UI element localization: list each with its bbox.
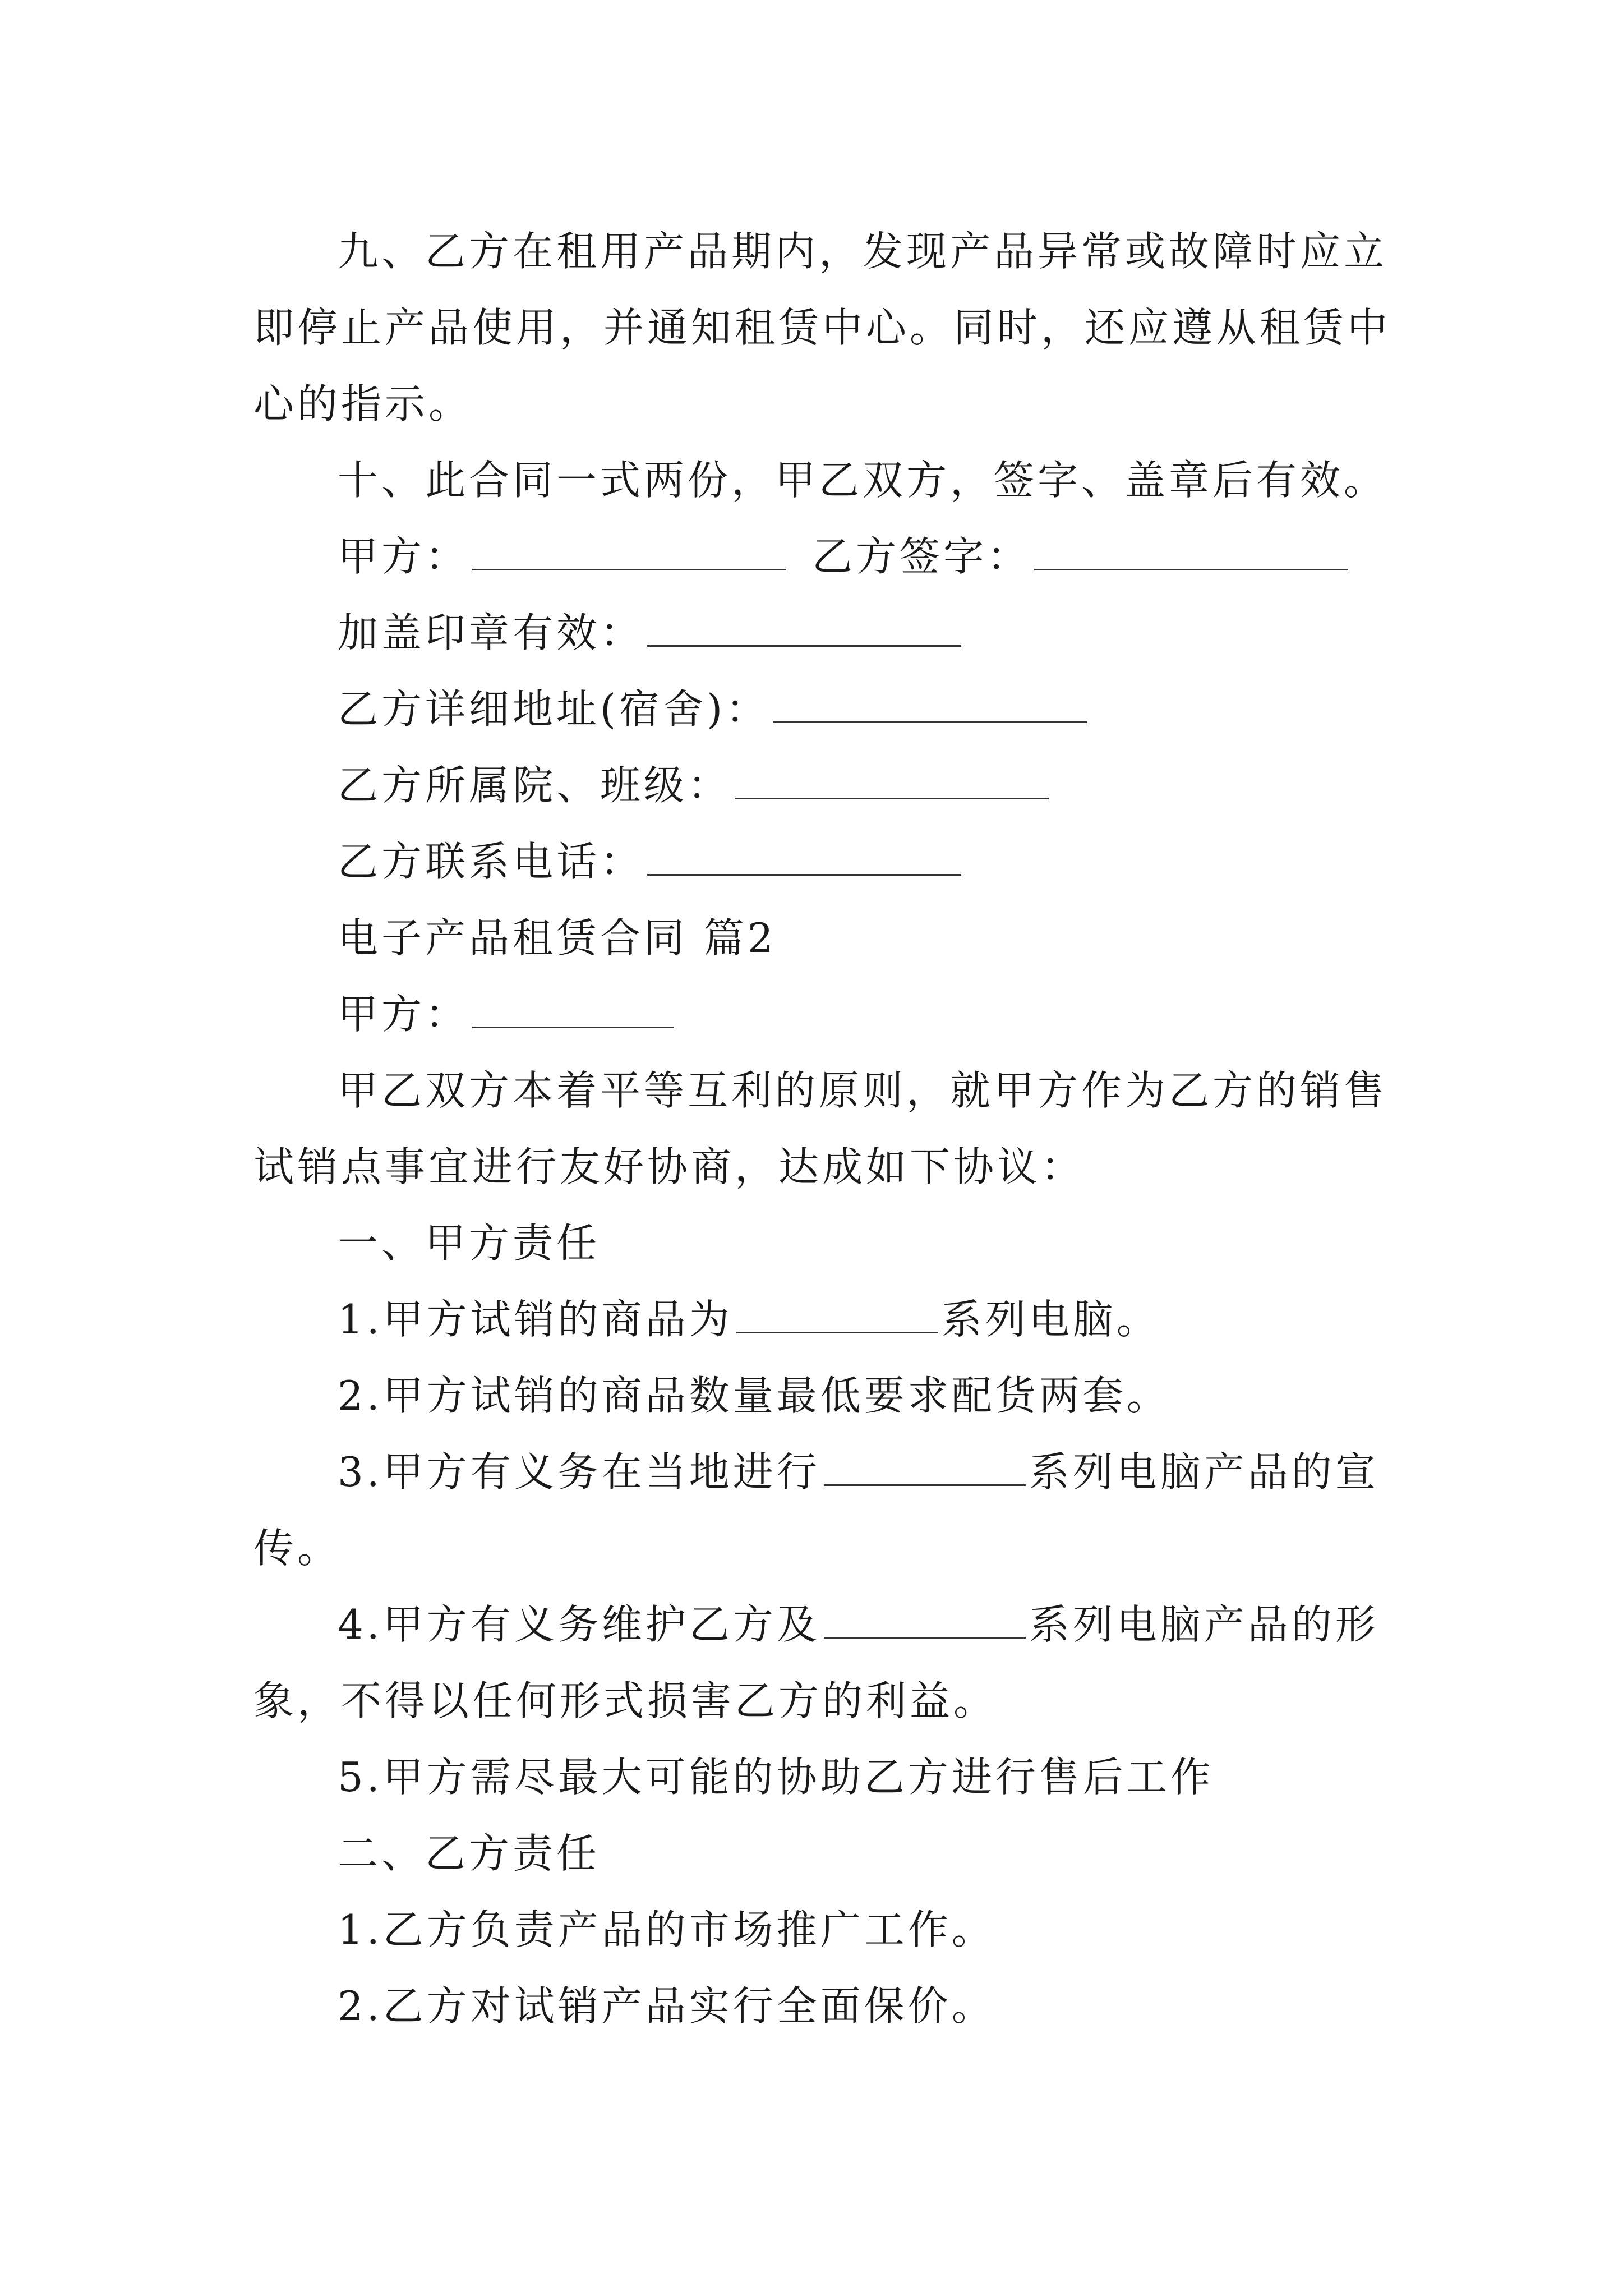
item-a1 — [253, 1281, 1381, 1358]
seal-row — [253, 595, 1381, 671]
party-a-label: 甲方： — [338, 533, 469, 580]
item-a3-line-1 — [253, 1434, 1381, 1510]
intro-line-1 — [253, 1052, 1388, 1129]
signature-row — [253, 518, 1381, 595]
text: 4.甲方有义务维护乙方及 — [338, 1601, 820, 1648]
party-a-blank[interactable] — [472, 533, 786, 570]
college-row — [253, 747, 1381, 823]
text: 象，不得以任何形式损害乙方的利益。 — [253, 1677, 998, 1724]
text: 心的指示。 — [253, 380, 473, 427]
party-b-signature-blank[interactable] — [1034, 533, 1348, 570]
text: 系列电脑产品的形 — [1029, 1601, 1379, 1648]
phone-blank[interactable] — [647, 838, 961, 876]
product-series-blank[interactable] — [824, 1448, 1026, 1486]
text: 试销点事宜进行友好协商，达成如下协议： — [253, 1143, 1085, 1190]
text: 2.乙方对试销产品实行全面保价。 — [338, 1982, 995, 2030]
text: 即停止产品使用，并通知租赁中心。同时，还应遵从租赁中 — [253, 304, 1391, 351]
clause-9-line-2 — [253, 289, 1391, 366]
text: 5.甲方需尽最大可能的协助乙方进行售后工作 — [338, 1754, 1214, 1801]
phone-label: 乙方联系电话： — [338, 838, 644, 885]
section-1-heading — [253, 1205, 1381, 1281]
address-row — [253, 671, 1381, 747]
text: 1.乙方负责产品的市场推广工作。 — [338, 1906, 995, 1953]
product-series-blank[interactable] — [824, 1601, 1026, 1639]
item-a4-line-2 — [253, 1663, 1381, 1739]
clause-10 — [253, 442, 1388, 518]
party-a-blank[interactable] — [472, 991, 674, 1028]
seal-label: 加盖印章有效： — [338, 609, 644, 656]
item-a5 — [253, 1739, 1381, 1815]
section-title — [253, 900, 1381, 976]
item-b2 — [253, 1968, 1381, 2044]
text: 九、乙方在租用产品期内，发现产品异常或故障时应立 — [338, 228, 1388, 275]
seal-blank[interactable] — [647, 609, 961, 647]
item-a4-line-1 — [253, 1586, 1381, 1663]
product-series-blank[interactable] — [736, 1296, 938, 1333]
text: 一、甲方责任 — [338, 1220, 601, 1267]
intro-line-2 — [253, 1129, 1381, 1205]
party-a-label: 甲方： — [338, 991, 469, 1038]
text: 十、此合同一式两份，甲乙双方，签字、盖章后有效。 — [338, 457, 1388, 504]
college-blank[interactable] — [735, 762, 1049, 799]
text: 传。 — [253, 1525, 342, 1572]
item-a2 — [253, 1358, 1381, 1434]
text: 1.甲方试销的商品为 — [338, 1296, 733, 1343]
text: 系列电脑。 — [941, 1296, 1160, 1343]
phone-row — [253, 823, 1381, 900]
item-b1 — [253, 1892, 1381, 1968]
section-2-heading — [253, 1815, 1381, 1892]
text: 二、乙方责任 — [338, 1830, 601, 1877]
text: 2.甲方试销的商品数量最低要求配货两套。 — [338, 1372, 1170, 1419]
text: 电子产品租赁合同 篇2 — [338, 914, 777, 961]
clause-9-line-1 — [253, 213, 1388, 289]
address-blank[interactable] — [773, 685, 1087, 723]
clause-9-line-3 — [253, 366, 1381, 442]
text: 甲乙双方本着平等互利的原则，就甲方作为乙方的销售 — [338, 1067, 1388, 1114]
document-body — [253, 213, 1391, 2044]
item-a3-line-2 — [253, 1510, 1381, 1586]
college-label: 乙方所属院、班级： — [338, 762, 732, 809]
text: 系列电脑产品的宣 — [1029, 1448, 1379, 1496]
party-a-row-2 — [253, 976, 1381, 1052]
party-b-signature-label: 乙方签字： — [812, 533, 1031, 580]
text: 3.甲方有义务在当地进行 — [338, 1448, 820, 1496]
address-label: 乙方详细地址(宿舍)： — [338, 685, 770, 733]
